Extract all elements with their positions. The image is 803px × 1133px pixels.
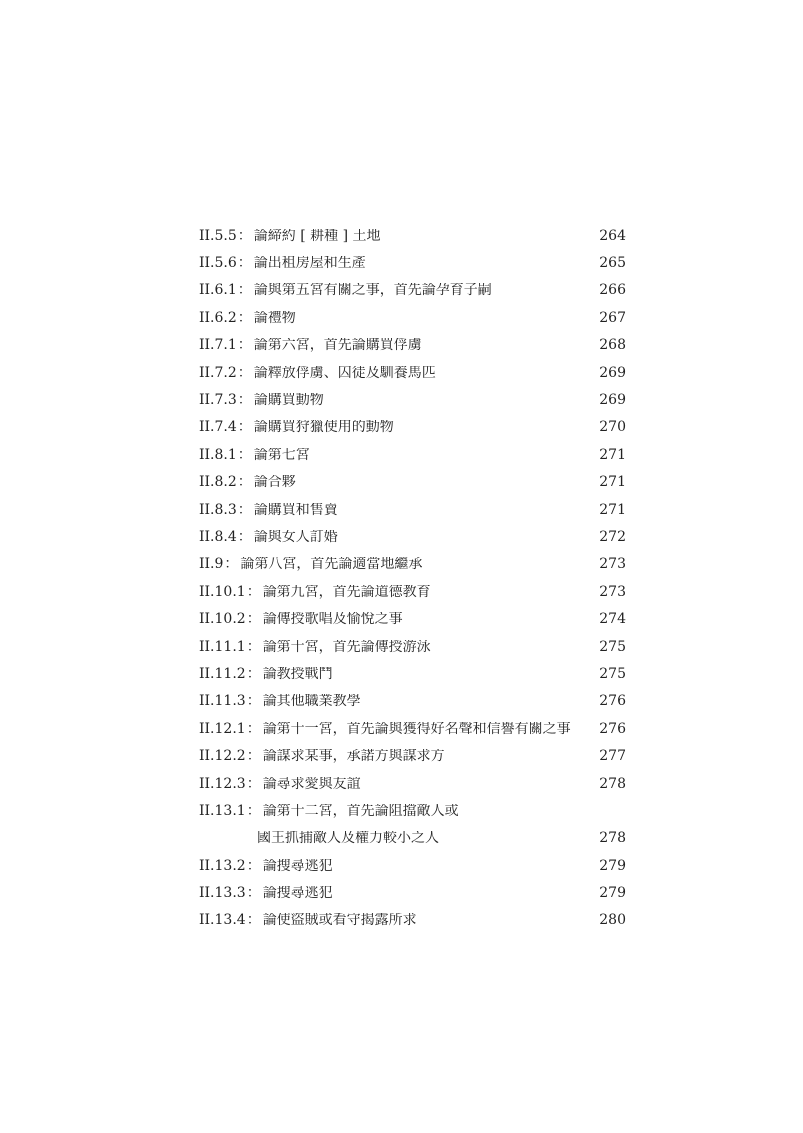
toc-entry-code: II.13.1 <box>199 802 246 819</box>
toc-entry <box>199 605 626 632</box>
toc-entry <box>199 770 626 797</box>
toc-entry-separator: ： <box>246 583 261 600</box>
toc-entry-code: II.13.2 <box>199 857 246 874</box>
toc-entry-separator: ： <box>237 419 252 436</box>
toc-entry <box>199 660 626 687</box>
toc-entry <box>199 523 626 550</box>
toc-entry-page-number: 271 <box>599 501 626 518</box>
toc-entry-title: 論與女人訂婚 <box>253 529 338 544</box>
toc-entry-code: II.11.2 <box>199 665 246 682</box>
toc-entry-page-number: 277 <box>599 748 626 765</box>
toc-entry-code: II.7.2 <box>199 364 237 381</box>
toc-entry-separator: ： <box>246 912 261 929</box>
toc-entry-page-number: 268 <box>599 337 626 354</box>
toc-entry-page-number: 275 <box>599 638 626 655</box>
toc-entry-title: 論搜尋逃犯 <box>262 858 333 873</box>
toc-entry-code: II.5.6 <box>199 255 237 272</box>
toc-entry-page-number: 264 <box>599 227 626 244</box>
toc-entry-page-number: 278 <box>599 830 626 847</box>
toc-entry <box>199 715 626 742</box>
toc-entry <box>199 332 626 359</box>
toc-entry-separator: ： <box>237 392 252 409</box>
toc-entry-page-number: 274 <box>599 611 626 628</box>
toc-entry-title: 國王抓捕敵人及權力較小之人 <box>257 831 439 846</box>
toc-entry-title: 論締約 [ 耕種 ] 土地 <box>253 228 381 243</box>
toc-entry-page-number: 271 <box>599 474 626 491</box>
table-of-contents <box>199 222 626 934</box>
toc-entry-code: II.12.2 <box>199 748 246 765</box>
toc-entry-separator: ： <box>237 364 252 381</box>
toc-entry <box>199 359 626 386</box>
toc-entry-code: II.7.4 <box>199 419 237 436</box>
toc-entry <box>199 249 626 276</box>
toc-entry-page-number: 278 <box>599 775 626 792</box>
toc-entry-separator: ： <box>237 501 252 518</box>
toc-entry <box>199 304 626 331</box>
toc-entry-code: II.8.2 <box>199 474 237 491</box>
toc-entry-separator: ： <box>246 611 261 628</box>
toc-entry-separator: ： <box>237 528 252 545</box>
toc-entry-continuation <box>199 825 626 852</box>
toc-entry <box>199 414 626 441</box>
toc-entry-title: 論第六宮，首先論購買俘虜 <box>253 338 422 353</box>
toc-entry <box>199 633 626 660</box>
toc-entry-code: II.11.1 <box>199 638 246 655</box>
toc-entry <box>199 852 626 879</box>
toc-entry-title: 論與第五宮有關之事，首先論孕育子嗣 <box>253 283 492 298</box>
toc-entry-page-number: 270 <box>599 419 626 436</box>
toc-entry-title: 論搜尋逃犯 <box>262 886 333 901</box>
toc-entry-title: 論第九宮，首先論道德教育 <box>262 584 431 599</box>
toc-entry-page-number: 275 <box>599 665 626 682</box>
toc-entry <box>199 907 626 934</box>
toc-entry-page-number: 273 <box>599 583 626 600</box>
toc-entry-title: 論購買動物 <box>253 393 324 408</box>
toc-entry-separator: ： <box>246 693 261 710</box>
toc-entry <box>199 551 626 578</box>
toc-entry-page-number: 266 <box>599 282 626 299</box>
toc-entry-page-number: 272 <box>599 528 626 545</box>
toc-entry-title: 論釋放俘虜、囚徒及馴養馬匹 <box>253 365 436 380</box>
toc-entry-code: II.13.3 <box>199 885 246 902</box>
toc-entry <box>199 797 626 824</box>
toc-entry-separator: ： <box>237 446 252 463</box>
toc-entry-code: II.12.1 <box>199 720 246 737</box>
toc-entry-code: II.13.4 <box>199 912 246 929</box>
toc-entry-title: 論出租房屋和生產 <box>253 256 366 271</box>
toc-entry-code: II.8.1 <box>199 446 237 463</box>
toc-entry-title: 論第七宮 <box>253 447 310 462</box>
toc-entry-title: 論禮物 <box>253 310 296 325</box>
toc-entry-separator: ： <box>237 309 252 326</box>
toc-entry-separator: ： <box>224 556 239 573</box>
toc-entry <box>199 742 626 769</box>
toc-entry-page-number: 273 <box>599 556 626 573</box>
toc-entry-separator: ： <box>246 802 261 819</box>
toc-entry-separator: ： <box>237 227 252 244</box>
toc-entry-title: 論第十二宮，首先論阻擋敵人或 <box>262 803 459 818</box>
toc-entry-code: II.8.3 <box>199 501 237 518</box>
toc-entry <box>199 496 626 523</box>
toc-entry-separator: ： <box>246 775 261 792</box>
toc-entry-code: II.8.4 <box>199 528 237 545</box>
toc-entry-page-number: 271 <box>599 446 626 463</box>
toc-entry-code: II.5.5 <box>199 227 237 244</box>
toc-entry-code: II.7.1 <box>199 337 237 354</box>
toc-entry-page-number: 280 <box>599 912 626 929</box>
toc-entry-separator: ： <box>246 748 261 765</box>
toc-entry-code: II.10.1 <box>199 583 246 600</box>
toc-entry-separator: ： <box>237 255 252 272</box>
toc-entry-code: II.7.3 <box>199 392 237 409</box>
toc-entry-title: 論購買和售賣 <box>253 502 338 517</box>
toc-entry-page-number: 269 <box>599 364 626 381</box>
toc-entry-code: II.11.3 <box>199 693 246 710</box>
toc-entry-page-number: 265 <box>599 255 626 272</box>
toc-entry-separator: ： <box>246 857 261 874</box>
toc-entry-title: 論第十一宮，首先論與獲得好名聲和信譽有關之事 <box>262 721 571 736</box>
toc-entry-separator: ： <box>246 885 261 902</box>
toc-entry <box>199 688 626 715</box>
toc-entry-page-number: 279 <box>599 885 626 902</box>
toc-entry-title: 論使盜賊或看守揭露所求 <box>262 913 417 928</box>
toc-entry-code: II.9 <box>199 556 224 573</box>
toc-entry-page-number: 267 <box>599 309 626 326</box>
toc-entry-code: II.12.3 <box>199 775 246 792</box>
toc-entry-page-number: 276 <box>599 693 626 710</box>
toc-entry-title: 論傳授歌唱及愉悅之事 <box>262 612 403 627</box>
toc-entry-title: 論第八宮，首先論適當地繼承 <box>240 557 423 572</box>
toc-entry-page-number: 276 <box>599 720 626 737</box>
toc-entry <box>199 879 626 906</box>
toc-entry <box>199 441 626 468</box>
toc-entry <box>199 222 626 249</box>
toc-entry-separator: ： <box>237 282 252 299</box>
toc-entry-page-number: 269 <box>599 392 626 409</box>
toc-entry <box>199 386 626 413</box>
toc-entry-separator: ： <box>246 665 261 682</box>
toc-entry-code: II.6.1 <box>199 282 237 299</box>
toc-entry <box>199 469 626 496</box>
toc-entry-title: 論其他職業教學 <box>262 694 361 709</box>
toc-entry-separator: ： <box>237 474 252 491</box>
toc-entry-title: 論合夥 <box>253 475 296 490</box>
toc-entry <box>199 578 626 605</box>
toc-entry-separator: ： <box>237 337 252 354</box>
toc-entry-title: 論謀求某事，承諾方與謀求方 <box>262 749 445 764</box>
toc-entry-title: 論第十宮，首先論傳授游泳 <box>262 639 431 654</box>
toc-entry <box>199 277 626 304</box>
toc-entry-separator: ： <box>246 638 261 655</box>
toc-entry-page-number: 279 <box>599 857 626 874</box>
toc-entry-title: 論尋求愛與友誼 <box>262 776 361 791</box>
toc-entry-separator: ： <box>246 720 261 737</box>
toc-entry-title: 論購買狩獵使用的動物 <box>253 420 394 435</box>
toc-entry-title: 論教授戰鬥 <box>262 666 333 681</box>
toc-entry-code: II.10.2 <box>199 611 246 628</box>
toc-entry-code: II.6.2 <box>199 309 237 326</box>
